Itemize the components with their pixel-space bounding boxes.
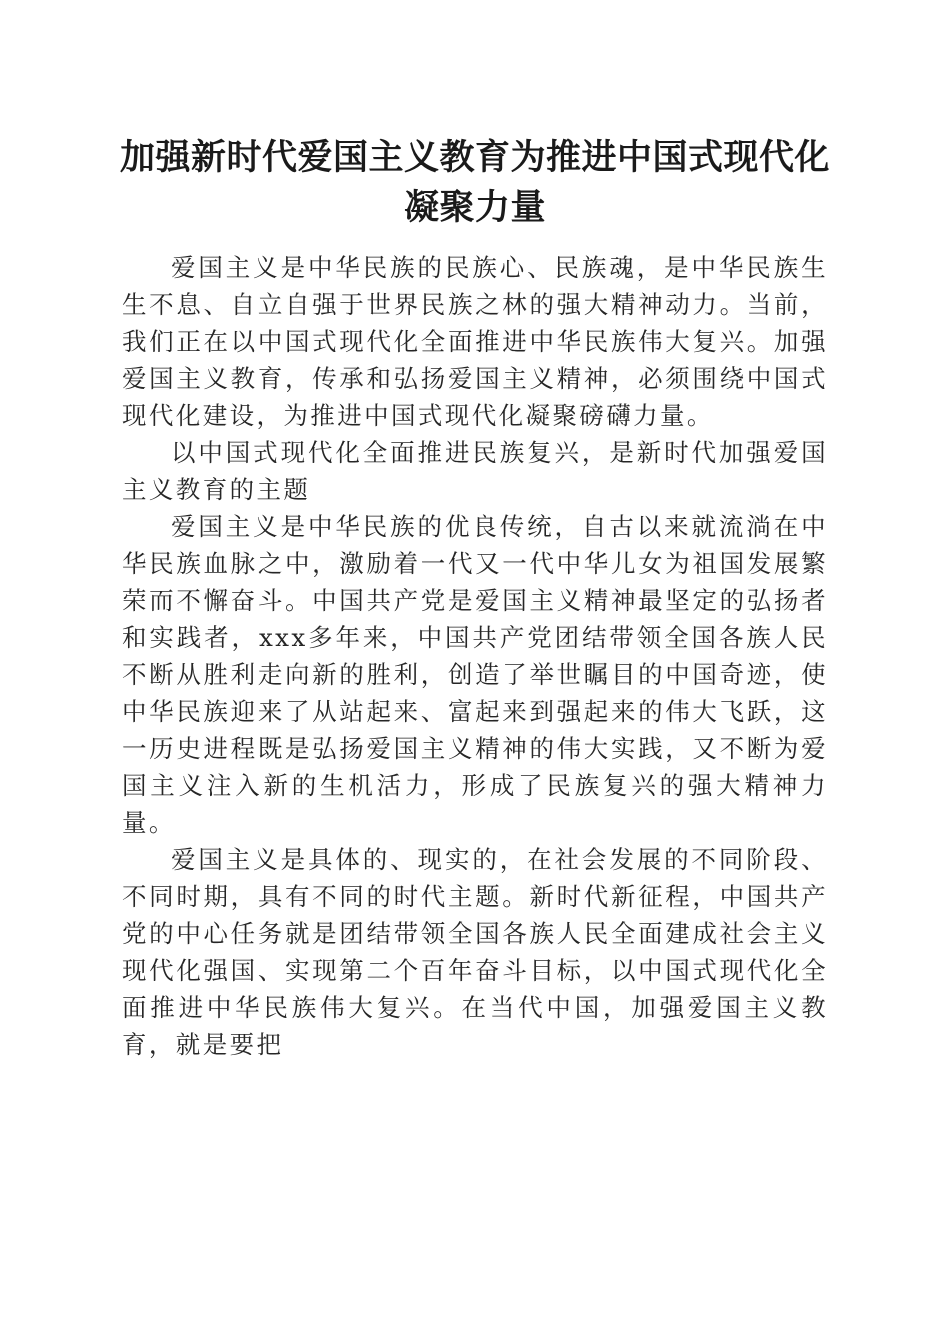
section-heading: 以中国式现代化全面推进民族复兴，是新时代加强爱国主义教育的主题 bbox=[122, 438, 828, 504]
document-body bbox=[122, 249, 828, 1063]
paragraph-tradition: 爱国主义是中华民族的优良传统，自古以来就流淌在中华民族血脉之中，激励着一代又一代中华儿女为祖国发展繁荣而不懈奋斗。中国共产党是爱国主义精神最坚定的弘扬者和实践者，xxx多年来，中国共产党团结带领全国各族人民不断从胜利走向新的胜利，创造了举世瞩目的中国奇迹，使中华民族迎来了从站起来、富起来到强起来的伟大飞跃，这一历史进程既是弘扬爱国主义精神的伟大实践，又不断为爱国主义注入新的生机活力，形成了民族复兴的强大精神力量。 bbox=[122, 512, 828, 837]
paragraph-intro: 爱国主义是中华民族的民族心、民族魂，是中华民族生生不息、自立自强于世界民族之林的强大精神动力。当前，我们正在以中国式现代化全面推进中华民族伟大复兴。加强爱国主义教育，传承和弘扬爱国主义精神，必须围绕中国式现代化建设，为推进中国式现代化凝聚磅礴力量。 bbox=[122, 253, 828, 430]
title-line-2: 凝聚力量 bbox=[403, 187, 546, 228]
paragraph-theme: 爱国主义是具体的、现实的，在社会发展的不同阶段、不同时期，具有不同的时代主题。新时代新征程，中国共产党的中心任务就是团结带领全国各族人民全面建成社会主义现代化强国、实现第二个百年奋斗目标，以中国式现代化全面推进中华民族伟大复兴。在当代中国，加强爱国主义教育，就是要把 bbox=[122, 845, 828, 1059]
title-line-1: 加强新时代爱国主义教育为推进中国式现代化 bbox=[119, 137, 830, 178]
document-title bbox=[100, 133, 850, 233]
